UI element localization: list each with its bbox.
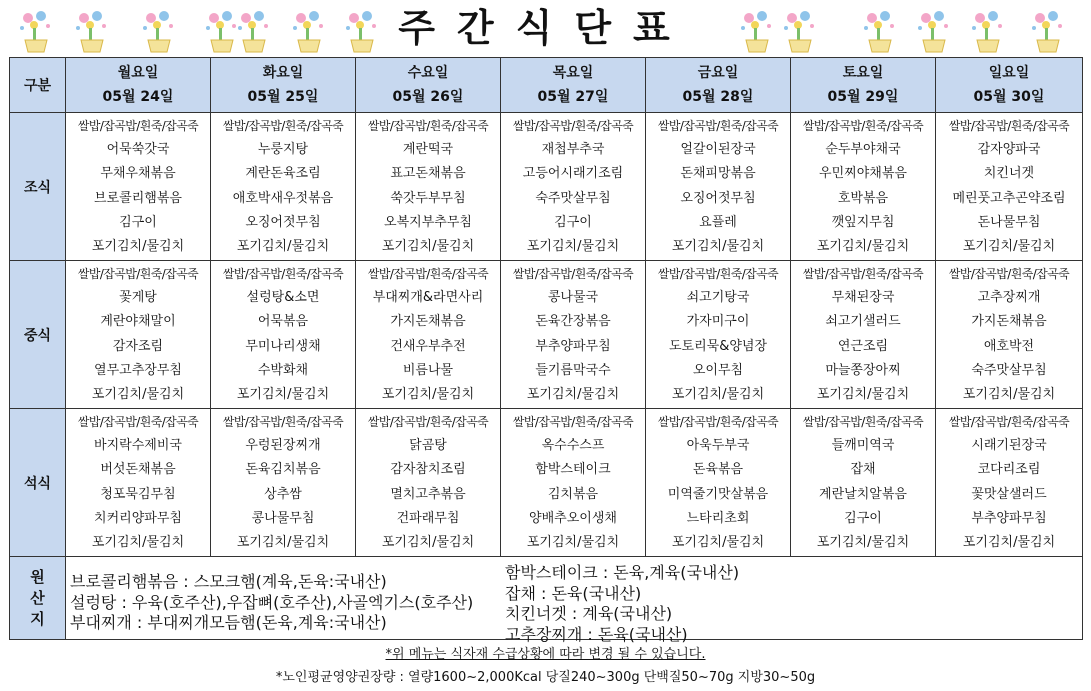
menu-item: 포기김치/물김치 <box>526 238 620 254</box>
menu-item: 멸치고추볶음 <box>390 486 466 502</box>
day-name: 금요일 <box>697 65 739 81</box>
menu-item: 잡채 <box>850 462 876 478</box>
origin-list-right <box>505 563 739 645</box>
menu-item: 꽃맛살샐러드 <box>971 486 1047 502</box>
day-header-thu <box>501 58 646 113</box>
flower-pot-icon <box>70 8 114 54</box>
menu-item: 옥수수스프 <box>541 438 605 454</box>
menu-item: 포기김치/물김치 <box>236 386 330 402</box>
menu-item: 쌀밥/잡곡밥/흰죽/잡곡죽 <box>657 118 779 133</box>
menu-item: 상추쌈 <box>264 486 302 502</box>
menu-item: 부추양파무침 <box>971 510 1047 526</box>
menu-item: 느타리초회 <box>686 510 750 526</box>
menu-item: 애호박전 <box>983 338 1035 354</box>
menu-item: 돈채피망볶음 <box>680 166 756 182</box>
day-date: 05월 27일 <box>537 89 609 105</box>
menu-cell-sat <box>791 261 936 409</box>
menu-item: 계란떡국 <box>402 142 454 158</box>
flower-pot-icon <box>966 8 1010 54</box>
origin-label-char: 산 <box>30 588 45 607</box>
menu-item: 포기김치/물김치 <box>671 534 765 550</box>
origin-label-char: 지 <box>30 609 45 628</box>
flower-pot-icon <box>232 8 276 54</box>
menu-item: 포기김치/물김치 <box>236 238 330 254</box>
menu-item: 쌀밥/잡곡밥/흰죽/잡곡죽 <box>512 266 634 281</box>
menu-item: 쌀밥/잡곡밥/흰죽/잡곡죽 <box>367 266 489 281</box>
menu-item: 쇠고기탕국 <box>686 290 750 306</box>
meal-row <box>10 113 1083 261</box>
menu-item: 가자미구이 <box>686 314 750 330</box>
menu-item: 고추장찌개 <box>977 290 1041 306</box>
menu-cell-tue <box>211 113 356 261</box>
menu-item: 계란돈육조림 <box>245 166 321 182</box>
flower-pot-icon <box>912 8 956 54</box>
menu-item: 계란날치알볶음 <box>819 486 907 502</box>
menu-item: 쌀밥/잡곡밥/흰죽/잡곡죽 <box>657 266 779 281</box>
meal-rows <box>10 113 1083 557</box>
day-date: 05월 30일 <box>973 89 1045 105</box>
menu-item: 순두부야채국 <box>825 142 901 158</box>
menu-item: 오징어젓무침 <box>245 214 321 230</box>
menu-cell-sat <box>791 409 936 557</box>
meal-row <box>10 261 1083 409</box>
menu-item: 함박스테이크 <box>535 462 611 478</box>
menu-item: 쌀밥/잡곡밥/흰죽/잡곡죽 <box>77 118 199 133</box>
menu-item: 깻잎지무침 <box>831 214 895 230</box>
menu-item: 감자양파국 <box>977 142 1041 158</box>
menu-item: 포기김치/물김치 <box>91 238 185 254</box>
menu-item: 도토리묵&양념장 <box>668 338 768 354</box>
menu-item: 꽃게탕 <box>119 290 157 306</box>
menu-item: 쌀밥/잡곡밥/흰죽/잡곡죽 <box>802 414 924 429</box>
menu-cell-thu <box>501 409 646 557</box>
menu-item: 미역줄기맛살볶음 <box>667 486 769 502</box>
menu-item: 청포묵김무침 <box>100 486 176 502</box>
day-header-sun <box>936 58 1083 113</box>
menu-item: 쌀밥/잡곡밥/흰죽/잡곡죽 <box>222 414 344 429</box>
menu-item: 들기름막국수 <box>535 362 611 378</box>
menu-item: 쑥갓두부무침 <box>390 190 466 206</box>
menu-item: 표고돈채볶음 <box>390 166 466 182</box>
menu-item: 쌀밥/잡곡밥/흰죽/잡곡죽 <box>948 266 1070 281</box>
menu-item: 포기김치/물김치 <box>91 386 185 402</box>
origin-item: 설렁탕 : 우육(호주산),우잡뼈(호주산),사골엑기스(호주산) <box>70 592 474 612</box>
day-header-mon <box>66 58 211 113</box>
page-header <box>0 0 1091 56</box>
menu-item: 어묵볶음 <box>257 314 309 330</box>
day-date: 05월 26일 <box>392 89 464 105</box>
menu-item: 쌀밥/잡곡밥/흰죽/잡곡죽 <box>367 414 489 429</box>
change-notice: *위 메뉴는 식자재 수급상황에 따라 변경 될 수 있습니다. <box>385 647 706 662</box>
menu-item: 쌀밥/잡곡밥/흰죽/잡곡죽 <box>512 414 634 429</box>
menu-item: 건파래무침 <box>396 510 460 526</box>
menu-item: 포기김치/물김치 <box>526 386 620 402</box>
day-name: 화요일 <box>262 65 304 81</box>
menu-item: 닭곰탕 <box>409 438 447 454</box>
origin-list-left <box>70 572 473 634</box>
menu-cell-sat <box>791 113 936 261</box>
flower-pot-icon <box>858 8 902 54</box>
menu-item: 숙주맛살무침 <box>535 190 611 206</box>
menu-item: 쌀밥/잡곡밥/흰죽/잡곡죽 <box>802 118 924 133</box>
menu-cell-wed <box>356 261 501 409</box>
menu-item: 쌀밥/잡곡밥/흰죽/잡곡죽 <box>367 118 489 133</box>
origin-item: 치킨너겟 : 계육(국내산) <box>505 604 673 623</box>
menu-item: 무채우채볶음 <box>100 166 176 182</box>
meal-label: 조식 <box>10 113 66 261</box>
day-date: 05월 29일 <box>827 89 899 105</box>
menu-item: 포기김치/물김치 <box>381 238 475 254</box>
menu-cell-tue <box>211 409 356 557</box>
origin-header <box>10 557 66 640</box>
origin-item: 고추장찌개 : 돈육(국내산) <box>505 624 688 644</box>
menu-item: 설렁탕&소면 <box>246 290 320 306</box>
menu-item: 무미나리생채 <box>245 338 321 354</box>
menu-item: 수박화채 <box>257 362 309 378</box>
menu-cell-sun <box>936 261 1083 409</box>
menu-cell-fri <box>646 409 791 557</box>
day-name: 목요일 <box>552 65 594 81</box>
menu-item: 건새우부추전 <box>390 338 466 354</box>
menu-item: 치킨너겟 <box>983 166 1035 182</box>
menu-item: 요플레 <box>699 214 737 230</box>
meal-label: 석식 <box>10 409 66 557</box>
menu-item: 쌀밥/잡곡밥/흰죽/잡곡죽 <box>77 414 199 429</box>
menu-item: 아욱두부국 <box>686 438 750 454</box>
menu-item: 재첩부추국 <box>541 142 605 158</box>
menu-item: 계란야채말이 <box>100 314 176 330</box>
menu-item: 돈나물무침 <box>977 214 1041 230</box>
menu-item: 들깨미역국 <box>831 438 895 454</box>
menu-item: 쌀밥/잡곡밥/흰죽/잡곡죽 <box>657 414 779 429</box>
menu-item: 누룽지탕 <box>257 142 309 158</box>
menu-item: 포기김치/물김치 <box>816 386 910 402</box>
menu-item: 쌀밥/잡곡밥/흰죽/잡곡죽 <box>222 118 344 133</box>
day-header-sat <box>791 58 936 113</box>
menu-item: 얼갈이된장국 <box>680 142 756 158</box>
menu-item: 감자조림 <box>112 338 164 354</box>
menu-cell-fri <box>646 261 791 409</box>
menu-cell-mon <box>66 409 211 557</box>
menu-item: 부추양파무침 <box>535 338 611 354</box>
menu-item: 부대찌개&라면사리 <box>372 290 484 306</box>
menu-item: 어묵쑥갓국 <box>106 142 170 158</box>
menu-item: 포기김치/물김치 <box>816 534 910 550</box>
menu-cell-mon <box>66 113 211 261</box>
menu-cell-thu <box>501 113 646 261</box>
menu-item: 치커리양파무침 <box>94 510 182 526</box>
menu-item: 포기김치/물김치 <box>236 534 330 550</box>
menu-item: 코다리조림 <box>977 462 1041 478</box>
origin-item: 브로콜리햄볶음 : 스모크햄(계육,돈육:국내산) <box>70 572 387 591</box>
day-name: 월요일 <box>117 65 159 81</box>
menu-cell-tue <box>211 261 356 409</box>
menu-item: 메린풋고추곤약조림 <box>952 190 1066 206</box>
menu-item: 포기김치/물김치 <box>962 386 1056 402</box>
menu-item: 호박볶음 <box>837 190 889 206</box>
menu-item: 돈육볶음 <box>692 462 744 478</box>
menu-item: 쌀밥/잡곡밥/흰죽/잡곡죽 <box>948 414 1070 429</box>
menu-item: 콩나물국 <box>547 290 599 306</box>
menu-item: 김구이 <box>844 510 882 526</box>
menu-item: 숙주맛살무침 <box>971 362 1047 378</box>
menu-item: 포기김치/물김치 <box>816 238 910 254</box>
menu-item: 애호박새우젓볶음 <box>232 190 334 206</box>
menu-cell-wed <box>356 113 501 261</box>
menu-item: 쌀밥/잡곡밥/흰죽/잡곡죽 <box>77 266 199 281</box>
nutrition-notice: *노인평균영양권장량 : 열량1600~2,000Kcal 당질240~300g 단백질50~70g 지방30~50g <box>275 670 816 685</box>
day-date: 05월 24일 <box>102 89 174 105</box>
day-header-fri <box>646 58 791 113</box>
flower-pot-icon <box>778 8 822 54</box>
weekly-menu-table <box>9 57 1083 640</box>
menu-item: 버섯돈채볶음 <box>100 462 176 478</box>
menu-item: 무채된장국 <box>831 290 895 306</box>
menu-item: 김구이 <box>119 214 157 230</box>
menu-item: 돈육간장볶음 <box>535 314 611 330</box>
menu-item: 포기김치/물김치 <box>381 386 475 402</box>
menu-item: 포기김치/물김치 <box>526 534 620 550</box>
menu-item: 쌀밥/잡곡밥/흰죽/잡곡죽 <box>222 266 344 281</box>
menu-item: 쌀밥/잡곡밥/흰죽/잡곡죽 <box>948 118 1070 133</box>
origin-item: 함박스테이크 : 돈육,계육(국내산) <box>505 563 740 582</box>
menu-item: 시래기된장국 <box>971 438 1047 454</box>
flower-pot-icon <box>14 8 58 54</box>
menu-item: 우렁된장찌개 <box>245 438 321 454</box>
menu-cell-mon <box>66 261 211 409</box>
menu-cell-thu <box>501 261 646 409</box>
menu-item: 가지돈채볶음 <box>971 314 1047 330</box>
day-name: 일요일 <box>988 65 1030 81</box>
menu-item: 연근조림 <box>837 338 889 354</box>
day-header-wed <box>356 58 501 113</box>
menu-item: 포기김치/물김치 <box>962 534 1056 550</box>
menu-item: 오복지부추무침 <box>384 214 472 230</box>
footer-notes <box>0 644 1091 690</box>
menu-item: 포기김치/물김치 <box>91 534 185 550</box>
menu-item: 쌀밥/잡곡밥/흰죽/잡곡죽 <box>512 118 634 133</box>
menu-item: 브로콜리햄볶음 <box>94 190 182 206</box>
menu-item: 가지돈채볶음 <box>390 314 466 330</box>
day-header-row <box>10 58 1083 113</box>
menu-item: 열무고추장무침 <box>94 362 182 378</box>
menu-item: 돈육김치볶음 <box>245 462 321 478</box>
menu-cell-sun <box>936 409 1083 557</box>
menu-item: 김구이 <box>554 214 592 230</box>
menu-item: 쇠고기샐러드 <box>825 314 901 330</box>
page-title: 주간식단표 <box>398 6 692 50</box>
menu-item: 콩나물무침 <box>251 510 315 526</box>
menu-item: 포기김치/물김치 <box>381 534 475 550</box>
menu-item: 오징어젓무침 <box>680 190 756 206</box>
menu-item: 비름나물 <box>402 362 454 378</box>
menu-cell-fri <box>646 113 791 261</box>
flower-pot-icon <box>1026 8 1070 54</box>
origin-item: 부대찌개 : 부대찌개모듬햄(돈육,계육:국내산) <box>70 613 387 632</box>
category-header: 구분 <box>10 58 66 113</box>
meal-row <box>10 409 1083 557</box>
menu-item: 바지락수제비국 <box>94 438 182 454</box>
menu-item: 포기김치/물김치 <box>962 238 1056 254</box>
day-header-tue <box>211 58 356 113</box>
origin-item: 잡채 : 돈육(국내산) <box>505 583 642 603</box>
menu-item: 김치볶음 <box>547 486 599 502</box>
menu-item: 양배추오이생채 <box>529 510 617 526</box>
menu-item: 포기김치/물김치 <box>671 386 765 402</box>
day-date: 05월 25일 <box>247 89 319 105</box>
day-name: 토요일 <box>842 65 884 81</box>
origin-label-char: 원 <box>30 567 45 586</box>
day-date: 05월 28일 <box>682 89 754 105</box>
menu-item: 우민찌야채볶음 <box>819 166 907 182</box>
flower-pot-icon <box>137 8 181 54</box>
menu-item: 포기김치/물김치 <box>671 238 765 254</box>
menu-cell-sun <box>936 113 1083 261</box>
menu-item: 마늘쫑장아찌 <box>825 362 901 378</box>
menu-item: 감자참치조림 <box>390 462 466 478</box>
flower-pot-icon <box>287 8 331 54</box>
day-name: 수요일 <box>407 65 449 81</box>
meal-label: 중식 <box>10 261 66 409</box>
menu-item: 쌀밥/잡곡밥/흰죽/잡곡죽 <box>802 266 924 281</box>
menu-item: 오이무침 <box>692 362 744 378</box>
menu-item: 고등어시래기조림 <box>522 166 624 182</box>
menu-cell-wed <box>356 409 501 557</box>
